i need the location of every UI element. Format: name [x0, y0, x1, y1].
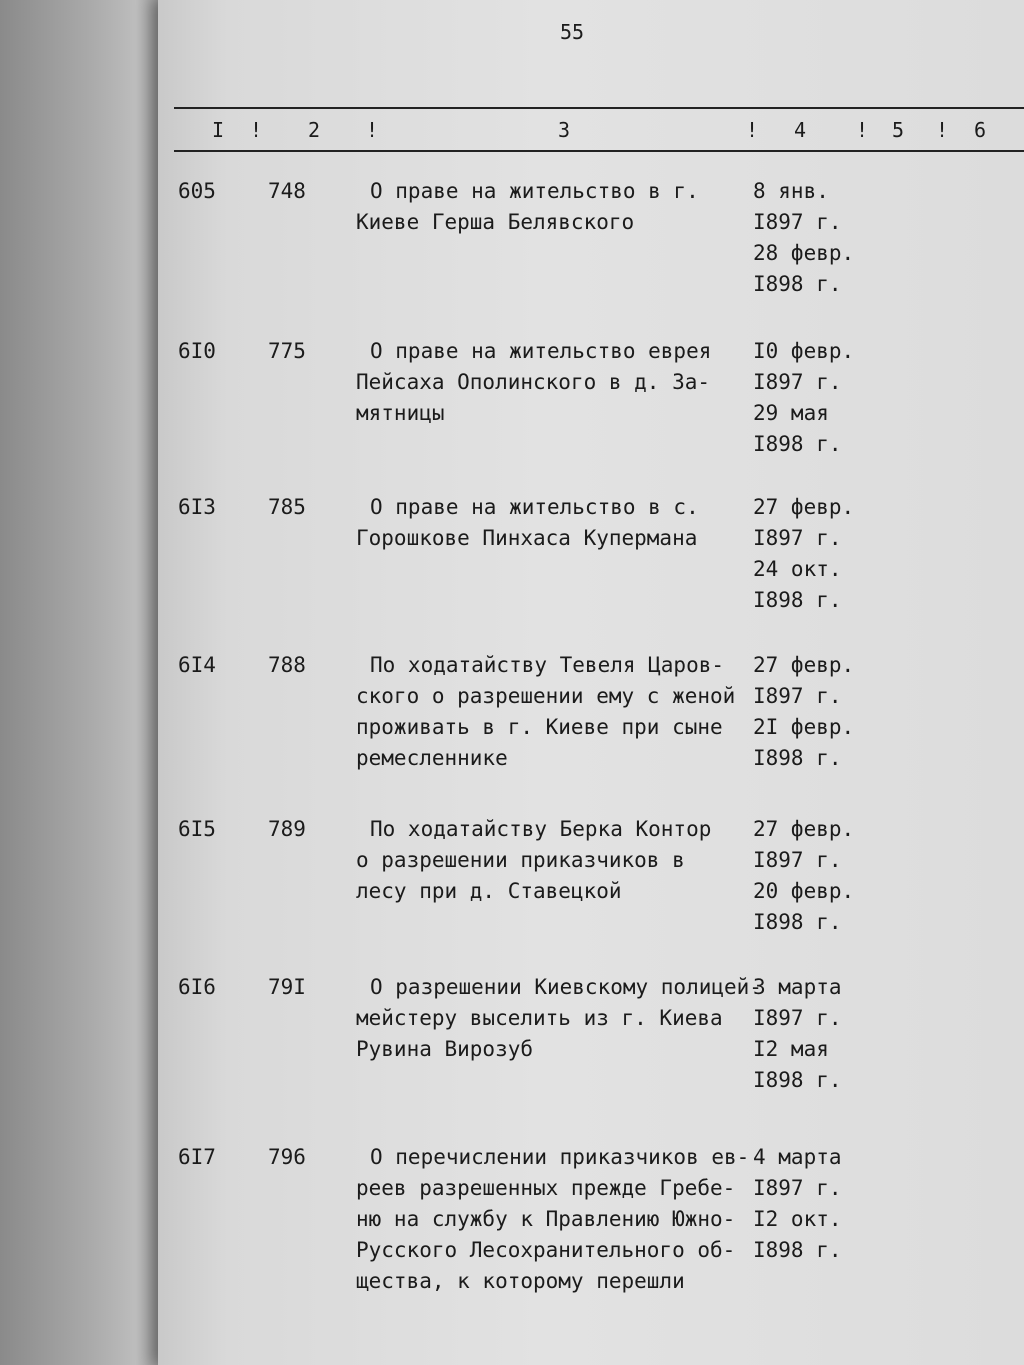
- date-line: I898 г.: [753, 272, 842, 296]
- entry-ref: 79I: [268, 975, 306, 999]
- entry-number: 6I5: [178, 817, 216, 841]
- description-line: мейстеру выселить из г. Киева: [356, 1006, 723, 1030]
- date-line: I898 г.: [753, 432, 842, 456]
- adjacent-page: [0, 0, 160, 1365]
- date-line: I898 г.: [753, 1238, 842, 1262]
- date-line: I897 г.: [753, 526, 842, 550]
- date-line: I898 г.: [753, 746, 842, 770]
- description-line: ского о разрешении ему с женой: [356, 684, 736, 708]
- col-header-2: 2: [308, 118, 321, 142]
- entry-description: [356, 1142, 751, 1297]
- description-line: О разрешении Киевскому полицей-: [370, 975, 762, 999]
- entry-dates: [753, 972, 893, 1096]
- entry-ref: 796: [268, 1145, 306, 1169]
- description-line: О перечислении приказчиков ев-: [370, 1145, 750, 1169]
- entry-ref: 748: [268, 179, 306, 203]
- col-separator: !: [746, 118, 759, 142]
- entry-description: [356, 972, 762, 1065]
- entry-number: 6I4: [178, 653, 216, 677]
- entry-ref: 789: [268, 817, 306, 841]
- date-line: 28 февр.: [753, 241, 855, 265]
- date-line: 20 февр.: [753, 879, 855, 903]
- entry-dates: [753, 492, 893, 616]
- header-rule-top: [174, 107, 1024, 109]
- entry-number: 6I7: [178, 1145, 216, 1169]
- entry-ref: 788: [268, 653, 306, 677]
- date-line: I897 г.: [753, 1006, 842, 1030]
- description-line: По ходатайству Берка Контор: [370, 817, 712, 841]
- description-line: реев разрешенных прежде Гребе-: [356, 1176, 736, 1200]
- entry-dates: [753, 336, 893, 460]
- page-number: 55: [560, 20, 585, 44]
- date-line: I898 г.: [753, 1068, 842, 1092]
- entry-ref: 775: [268, 339, 306, 363]
- date-line: 3 марта: [753, 975, 842, 999]
- date-line: I898 г.: [753, 588, 842, 612]
- description-line: ню на службу к Правлению Южно-: [356, 1207, 736, 1231]
- date-line: 27 февр.: [753, 817, 855, 841]
- col-separator: !: [250, 118, 263, 142]
- entry-number: 605: [178, 179, 216, 203]
- date-line: I897 г.: [753, 210, 842, 234]
- date-line: 27 февр.: [753, 495, 855, 519]
- date-line: I2 мая: [753, 1037, 829, 1061]
- description-line: проживать в г. Киеве при сыне: [356, 715, 723, 739]
- description-line: щества, к которому перешли: [356, 1269, 685, 1293]
- col-separator: !: [366, 118, 379, 142]
- description-line: Рувина Вирозуб: [356, 1037, 534, 1061]
- document-page: [158, 0, 1024, 1365]
- date-line: I898 г.: [753, 910, 842, 934]
- entry-dates: [753, 650, 893, 774]
- date-line: 8 янв.: [753, 179, 829, 203]
- description-line: О праве на жительство в г.: [370, 179, 699, 203]
- col-header-1: I: [212, 118, 225, 142]
- description-line: По ходатайству Тевеля Царов-: [370, 653, 725, 677]
- entry-number: 6I3: [178, 495, 216, 519]
- entry-description: [356, 336, 751, 429]
- entry-number: 6I0: [178, 339, 216, 363]
- entry-dates: [753, 176, 893, 300]
- description-line: О праве на жительство в с.: [370, 495, 699, 519]
- date-line: 24 окт.: [753, 557, 842, 581]
- col-header-6: 6: [974, 118, 987, 142]
- date-line: 4 марта: [753, 1145, 842, 1169]
- date-line: 27 февр.: [753, 653, 855, 677]
- header-rule-bottom: [174, 150, 1024, 152]
- col-header-3: 3: [558, 118, 571, 142]
- col-header-4: 4: [794, 118, 807, 142]
- entry-number: 6I6: [178, 975, 216, 999]
- entry-ref: 785: [268, 495, 306, 519]
- date-line: I0 февр.: [753, 339, 855, 363]
- entry-description: [356, 814, 751, 907]
- description-line: о разрешении приказчиков в: [356, 848, 685, 872]
- entry-dates: [753, 814, 893, 938]
- description-line: ремесленнике: [356, 746, 508, 770]
- entry-dates: [753, 1142, 893, 1266]
- description-line: Киеве Герша Белявского: [356, 210, 635, 234]
- date-line: I897 г.: [753, 848, 842, 872]
- description-line: О праве на жительство еврея: [370, 339, 712, 363]
- entry-description: [356, 176, 751, 238]
- entry-description: [356, 650, 751, 774]
- date-line: I897 г.: [753, 370, 842, 394]
- date-line: 2I февр.: [753, 715, 855, 739]
- col-separator: !: [936, 118, 949, 142]
- col-separator: !: [856, 118, 869, 142]
- description-line: мятницы: [356, 401, 445, 425]
- description-line: Пейсаха Ополинского в д. За-: [356, 370, 711, 394]
- date-line: 29 мая: [753, 401, 829, 425]
- date-line: I897 г.: [753, 1176, 842, 1200]
- date-line: I897 г.: [753, 684, 842, 708]
- entry-description: [356, 492, 751, 554]
- col-header-5: 5: [892, 118, 905, 142]
- description-line: лесу при д. Ставецкой: [356, 879, 622, 903]
- description-line: Русского Лесохранительного об-: [356, 1238, 736, 1262]
- description-line: Горошкове Пинхаса Купермана: [356, 526, 698, 550]
- date-line: I2 окт.: [753, 1207, 842, 1231]
